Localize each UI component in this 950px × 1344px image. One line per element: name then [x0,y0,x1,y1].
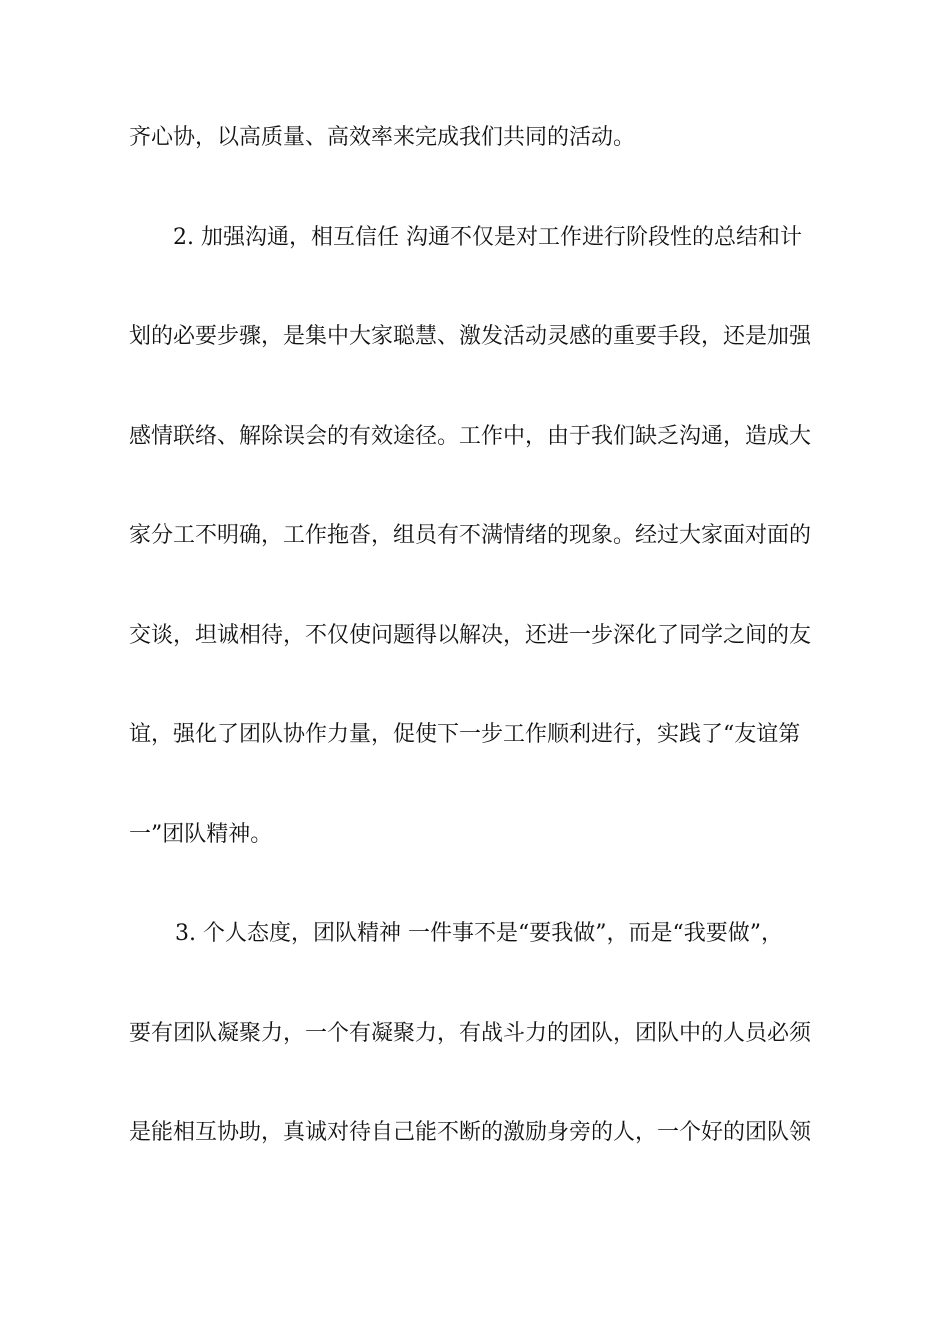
text-line: 一”团队精神。 [129,822,273,847]
text-line: 交谈，坦诚相待，不仅使问题得以解决，还进一步深化了同学之间的友 [129,623,812,648]
numbered-paragraph-start: 3. 个人态度，团队精神 一件事不是“要我做”，而是“我要做”， [175,921,783,946]
text-line: 是能相互协助，真诚对待自己能不断的激励身旁的人，一个好的团队领 [129,1120,812,1145]
text-line: 家分工不明确，工作拖沓，组员有不满情绪的现象。经过大家面对面的 [129,523,812,548]
numbered-paragraph-start: 2. 加强沟通，相互信任 沟通不仅是对工作进行阶段性的总结和计 [173,225,802,250]
text-line: 谊，强化了团队协作力量，促使下一步工作顺利进行，实践了“友谊第 [129,722,801,747]
text-line: 齐心协，以高质量、高效率来完成我们共同的活动。 [129,125,636,150]
text-line: 感情联络、解除误会的有效途径。工作中，由于我们缺乏沟通，造成大 [129,424,812,449]
text-line: 要有团队凝聚力，一个有凝聚力，有战斗力的团队，团队中的人员必须 [129,1021,812,1046]
text-line: 划的必要步骤，是集中大家聪慧、激发活动灵感的重要手段，还是加强 [129,324,812,349]
